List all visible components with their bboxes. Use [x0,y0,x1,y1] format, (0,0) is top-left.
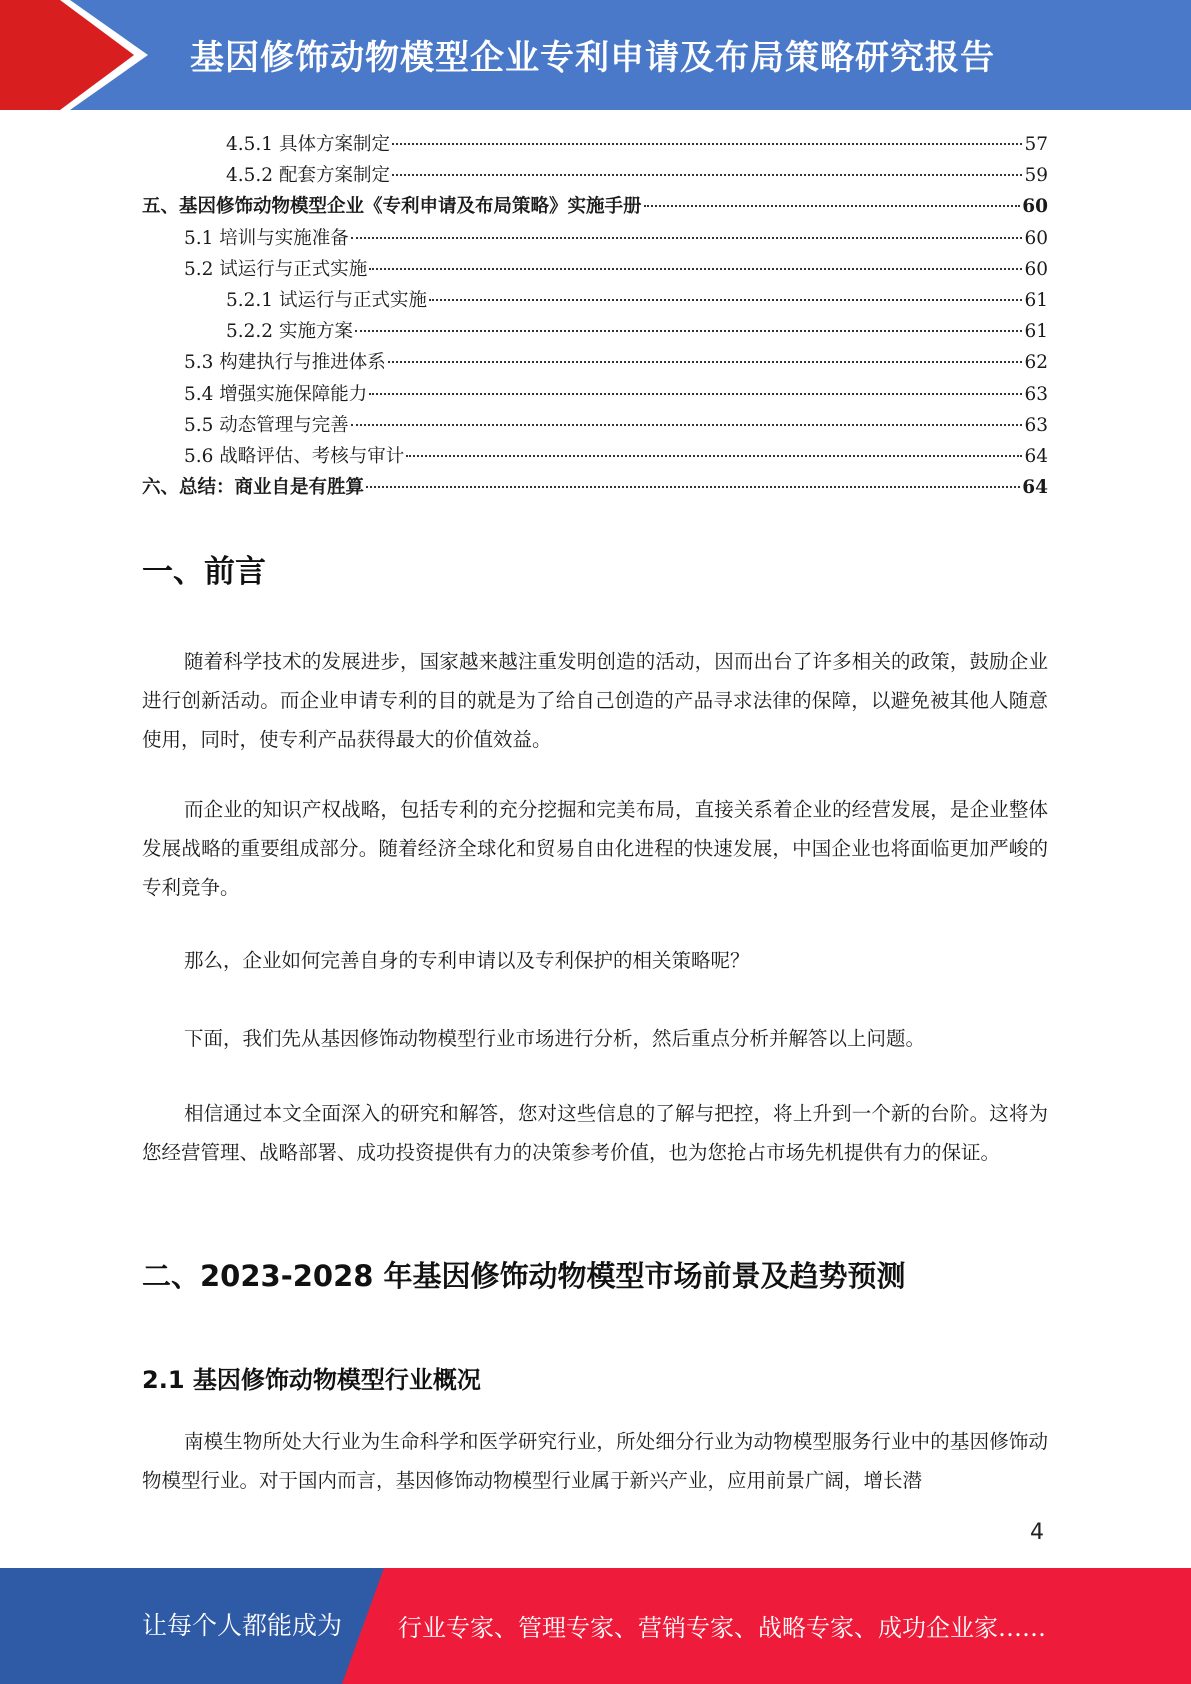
toc-leader-dots [369,393,1022,395]
footer-slogan-right: 行业专家、管理专家、营销专家、战略专家、成功企业家…… [398,1614,1046,1642]
preface-paragraph-5: 相信通过本文全面深入的研究和解答，您对这些信息的了解与把控，将上升到一个新的台阶。这将为您经营管理、战略部署、成功投资提供有力的决策参考价值，也为您抢占市场先机提供有力的保证。 [142,1102,1048,1164]
toc-entry[interactable] [142,379,1048,410]
toc-entry-title: 4.5.1 具体方案制定 [226,134,390,155]
page-footer [0,1568,1191,1684]
table-of-contents [142,129,1048,503]
page-number: 4 [1030,1520,1044,1545]
toc-leader-dots [355,330,1023,332]
footer-slogan-left: 让每个人都能成为 [142,1611,343,1640]
toc-entry[interactable] [142,223,1048,254]
toc-entry-title: 5.5 动态管理与完善 [184,414,349,436]
toc-entry[interactable] [142,410,1048,441]
toc-entry[interactable] [142,316,1048,347]
toc-entry-page: 63 [1024,383,1048,405]
toc-entry-page: 57 [1024,134,1048,155]
toc-entry-page: 60 [1022,196,1048,218]
toc-entry-title: 5.2.2 实施方案 [226,321,353,343]
toc-entry-title: 5.6 战略评估、考核与审计 [184,445,405,467]
toc-entry-title: 5.3 构建执行与推进体系 [184,352,386,374]
report-title: 基因修饰动物模型企业专利申请及布局策略研究报告 [190,38,995,78]
toc-entry-title: 5.2 试运行与正式实施 [184,258,368,280]
toc-entry-page: 60 [1024,258,1048,280]
toc-entry-title: 六、总结：商业自是有胜算 [142,477,365,499]
toc-entry-title: 4.5.2 配套方案制定 [226,165,390,187]
toc-entry[interactable] [142,254,1048,285]
toc-entry[interactable] [142,472,1048,503]
toc-entry[interactable] [142,160,1048,191]
toc-entry-page: 61 [1024,289,1048,311]
toc-leader-dots [369,268,1022,270]
toc-entry[interactable] [142,285,1048,316]
toc-entry-title: 5.2.1 试运行与正式实施 [226,289,427,311]
toc-entry-page: 63 [1024,414,1048,436]
toc-entry[interactable] [142,347,1048,378]
toc-leader-dots [388,361,1023,363]
industry-overview-heading: 2.1 基因修饰动物模型行业概况 [142,1366,481,1394]
toc-entry-page: 61 [1024,321,1048,343]
preface-paragraph-3: 那么，企业如何完善自身的专利申请以及专利保护的相关策略呢？ [184,949,750,972]
preface-paragraph-2: 而企业的知识产权战略，包括专利的充分挖掘和完美布局，直接关系着企业的经营发展，是企业整体发展战略的重要组成部分。随着经济全球化和贸易自由化进程的快速发展，中国企业也将面临更加严峻的专利竞争。 [142,798,1048,899]
preface-paragraph-4: 下面，我们先从基因修饰动物模型行业市场进行分析，然后重点分析并解答以上问题。 [184,1027,926,1050]
toc-entry-title: 五、基因修饰动物模型企业《专利申请及布局策略》实施手册 [142,196,642,218]
toc-entry[interactable] [142,129,1048,160]
toc-entry-page: 62 [1024,352,1048,374]
toc-leader-dots [351,237,1023,239]
toc-leader-dots [406,455,1022,457]
toc-entry-page: 64 [1024,445,1048,467]
toc-entry[interactable] [142,191,1048,222]
toc-entry-title: 5.4 增强实施保障能力 [184,383,368,405]
toc-leader-dots [366,486,1020,488]
toc-leader-dots [351,424,1023,426]
toc-leader-dots [429,299,1022,301]
toc-entry-page: 60 [1024,227,1048,249]
market-forecast-heading: 二、2023-2028 年基因修饰动物模型市场前景及趋势预测 [142,1259,906,1293]
toc-leader-dots [644,205,1021,207]
preface-paragraph-1: 随着科学技术的发展进步，国家越来越注重发明创造的活动，因而出台了许多相关的政策，鼓励企业进行创新活动。而企业申请专利的目的就是为了给自己创造的产品寻求法律的保障，以避免被其他人随意使用，同时，使专利产品获得最大的价值效益。 [142,650,1048,751]
industry-overview-paragraph: 南模生物所处大行业为生命科学和医学研究行业，所处细分行业为动物模型服务行业中的基因修饰动物模型行业。对于国内而言，基因修饰动物模型行业属于新兴产业，应用前景广阔，增长潜 [142,1430,1048,1492]
toc-entry[interactable] [142,441,1048,472]
toc-entry-page: 64 [1022,477,1048,499]
page-header [0,0,1191,110]
toc-entry-title: 5.1 培训与实施准备 [184,227,349,249]
toc-leader-dots [392,143,1022,145]
preface-heading: 一、前言 [142,554,266,590]
toc-leader-dots [392,174,1022,176]
toc-entry-page: 59 [1024,165,1048,187]
